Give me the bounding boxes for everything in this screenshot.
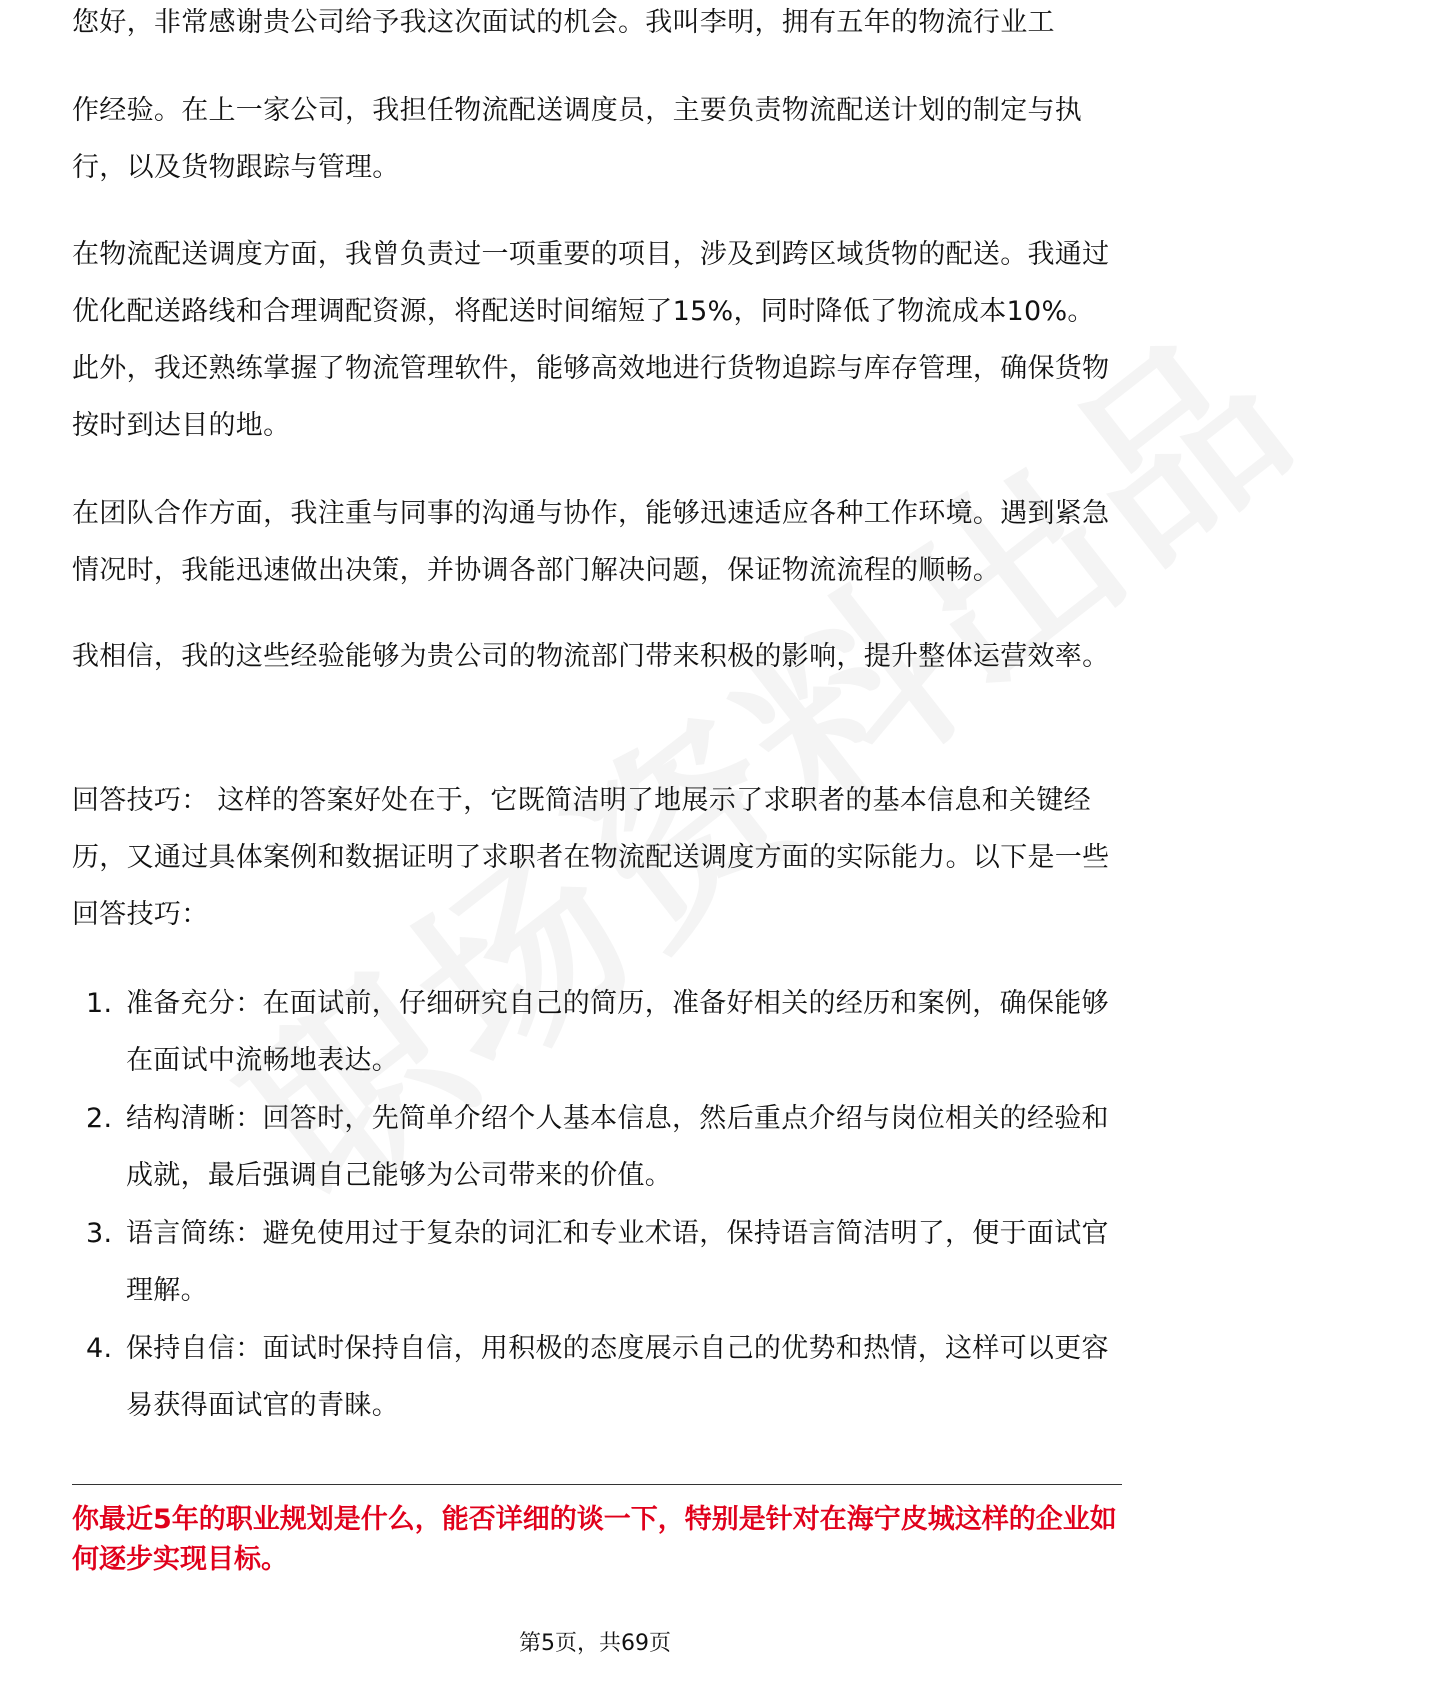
answer-tips-list: [72, 975, 1122, 1435]
tip-number: 1.: [86, 988, 113, 1019]
tip-number: 3.: [86, 1218, 113, 1249]
tip-text: 语言简练：避免使用过于复杂的词汇和专业术语，保持语言简洁明了，便于面试官理解。: [126, 1218, 1109, 1306]
next-question-heading: 你最近5年的职业规划是什么，能否详细的谈一下，特别是针对在海宁皮城这样的企业如何逐步实现目标。: [72, 1504, 1117, 1575]
document-page: [72, 0, 1122, 1684]
tip-item: [72, 1090, 1122, 1204]
answer-tips-intro: 回答技巧： 这样的答案好处在于，它既简洁明了地展示了求职者的基本信息和关键经历，又通过具体案例和数据证明了求职者在物流配送调度方面的实际能力。以下是一些回答技巧：: [72, 785, 1110, 930]
page-number-footer: 第5页，共69页: [519, 1631, 671, 1656]
intro-paragraph-cutoff: 您好，非常感谢贵公司给予我这次面试的机会。我叫李明，拥有五年的物流行业工: [72, 7, 1055, 38]
closing-paragraph: 我相信，我的这些经验能够为贵公司的物流部门带来积极的影响，提升整体运营效率。: [72, 641, 1110, 672]
tip-text: 保持自信：面试时保持自信，用积极的态度展示自己的优势和热情，这样可以更容易获得面试官的青睐。: [126, 1333, 1109, 1421]
tip-number: 4.: [86, 1333, 113, 1364]
tip-number: 2.: [86, 1103, 113, 1134]
intro-paragraph: 作经验。在上一家公司，我担任物流配送调度员，主要负责物流配送计划的制定与执行，以及货物跟踪与管理。: [72, 95, 1083, 183]
tip-item: [72, 1320, 1122, 1434]
tip-text: 结构清晰：回答时，先简单介绍个人基本信息，然后重点介绍与岗位相关的经验和成就，最后强调自己能够为公司带来的价值。: [126, 1103, 1109, 1191]
tip-item: [72, 1205, 1122, 1319]
section-divider: [72, 1484, 1122, 1485]
dispatch-experience-paragraph: 在物流配送调度方面，我曾负责过一项重要的项目，涉及到跨区域货物的配送。我通过优化配送路线和合理调配资源，将配送时间缩短了15%，同时降低了物流成本10%。此外，我还熟练掌握了物流管理软件，能够高效地进行货物追踪与库存管理，确保货物按时到达目的地。: [72, 239, 1110, 441]
tip-text: 准备充分：在面试前，仔细研究自己的简历，准备好相关的经历和案例，确保能够在面试中流畅地表达。: [126, 988, 1109, 1076]
cutoff-line: [72, 7, 1122, 53]
tip-item: [72, 975, 1122, 1089]
teamwork-paragraph: 在团队合作方面，我注重与同事的沟通与协作，能够迅速适应各种工作环境。遇到紧急情况时，我能迅速做出决策，并协调各部门解决问题，保证物流流程的顺畅。: [72, 498, 1110, 586]
